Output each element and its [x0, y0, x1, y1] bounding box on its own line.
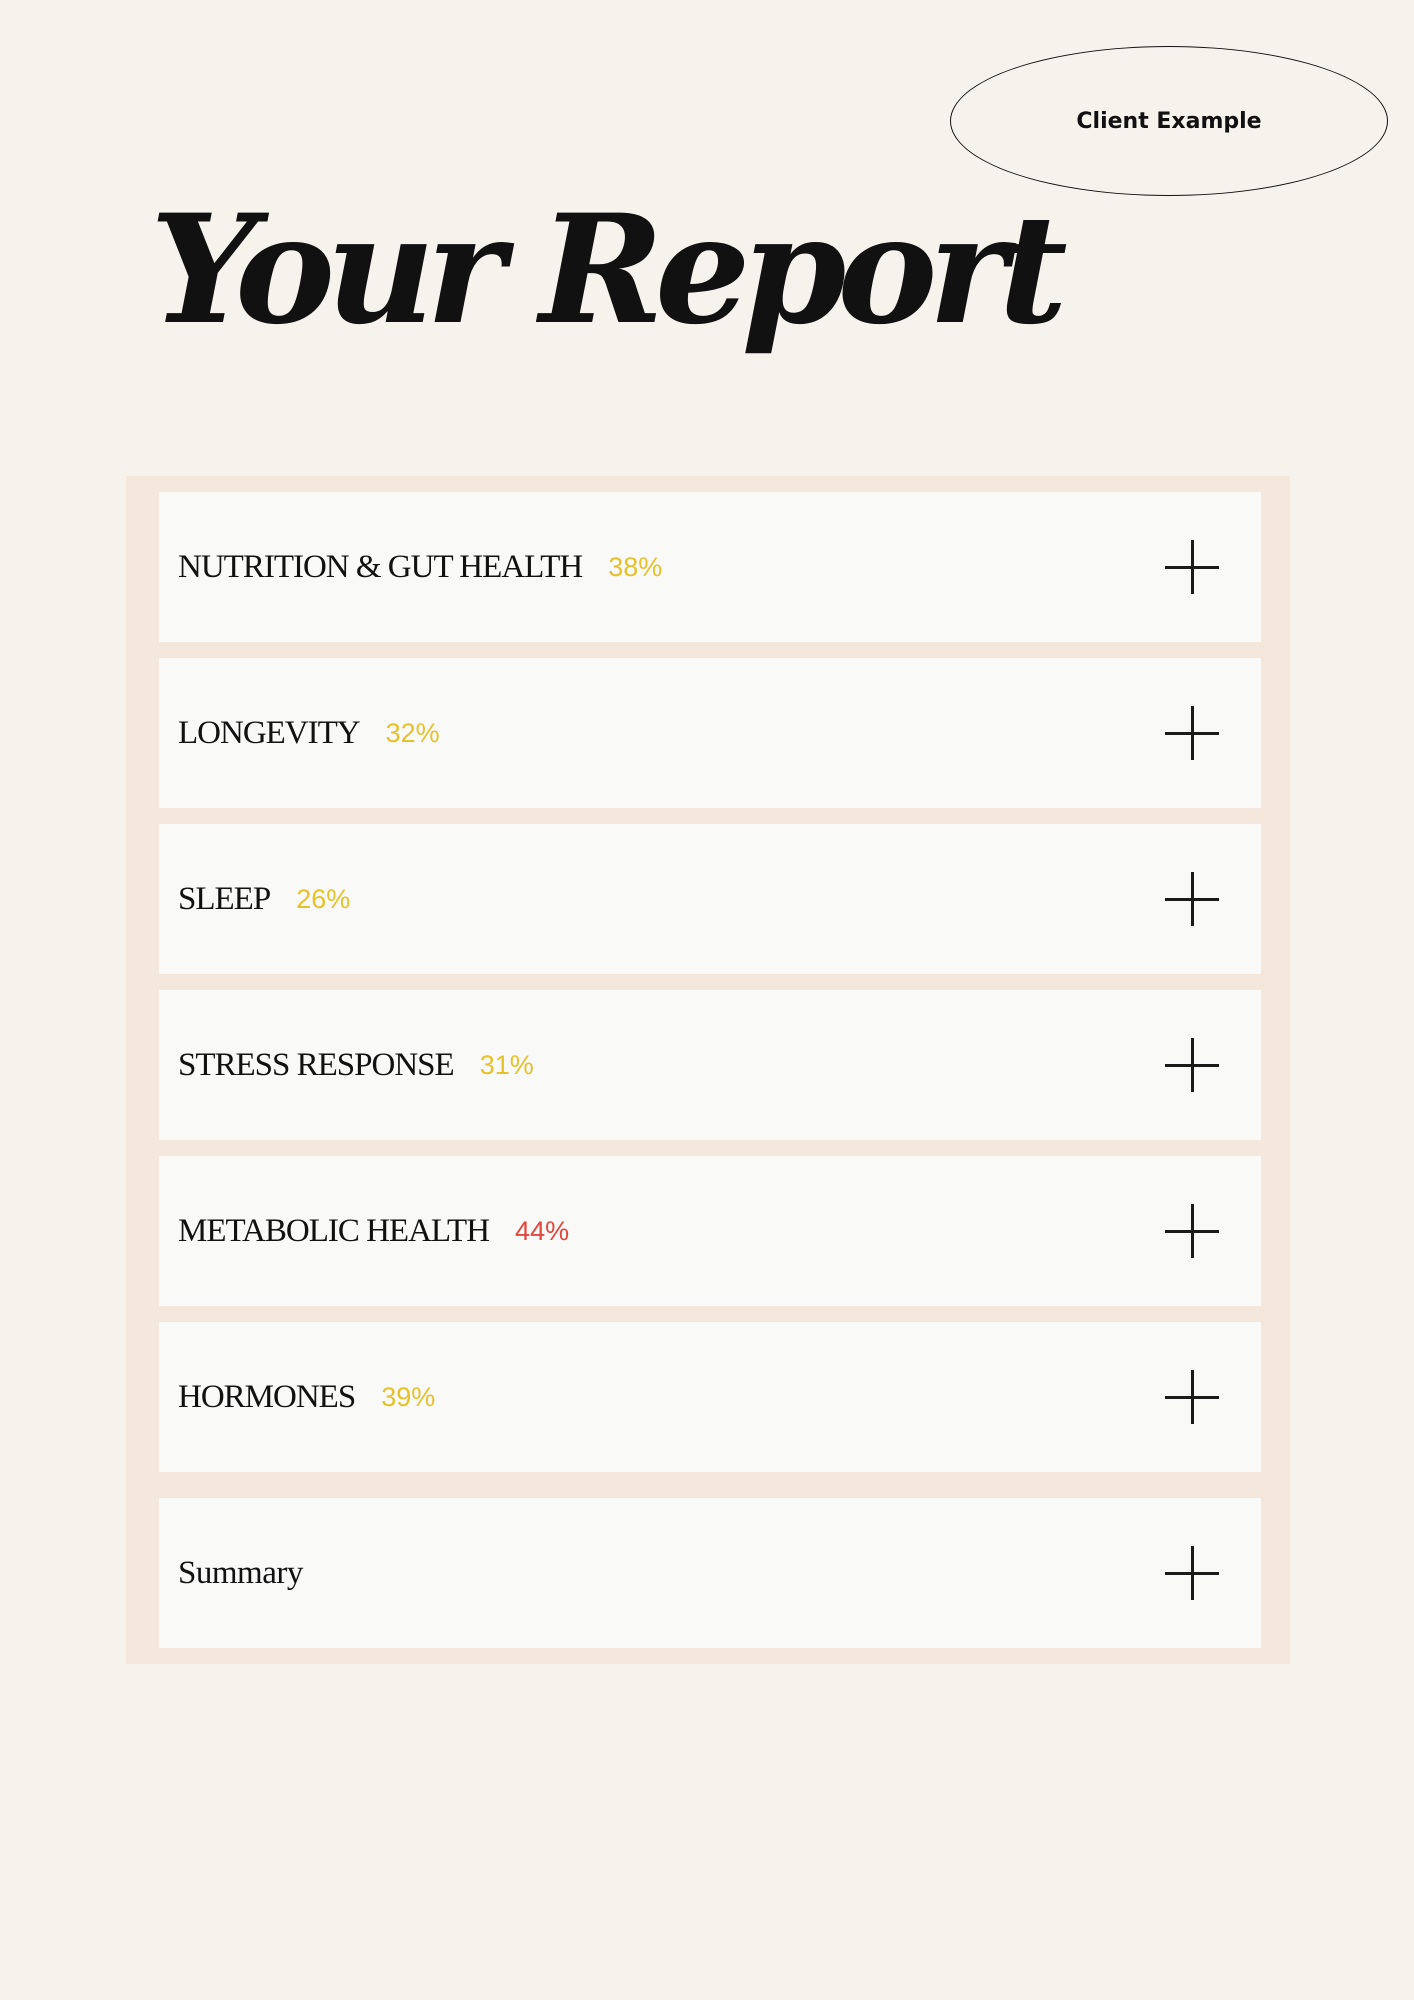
plus-icon[interactable] [1165, 706, 1219, 760]
plus-icon[interactable] [1165, 1038, 1219, 1092]
plus-icon[interactable] [1165, 1546, 1219, 1600]
page-title: Your Report [150, 182, 1059, 358]
section-label: HORMONES [178, 1378, 356, 1415]
section-hormones[interactable] [159, 1322, 1261, 1472]
plus-icon[interactable] [1165, 1204, 1219, 1258]
section-score: 38% [608, 551, 663, 582]
section-nutrition-gut-health[interactable] [159, 492, 1261, 642]
section-label: Summary [178, 1554, 303, 1591]
section-label: SLEEP [178, 880, 271, 917]
section-label: STRESS RESPONSE [178, 1046, 454, 1083]
client-label: Client Example [1076, 108, 1262, 134]
section-summary[interactable] [159, 1498, 1261, 1648]
section-label: LONGEVITY [178, 714, 360, 751]
section-score: 26% [296, 883, 351, 914]
section-score: 39% [381, 1381, 436, 1412]
section-score: 32% [385, 717, 440, 748]
plus-icon[interactable] [1165, 1370, 1219, 1424]
section-stress-response[interactable] [159, 990, 1261, 1140]
section-score: 31% [479, 1049, 534, 1080]
section-score: 44% [515, 1215, 570, 1246]
section-sleep[interactable] [159, 824, 1261, 974]
section-longevity[interactable] [159, 658, 1261, 808]
section-metabolic-health[interactable] [159, 1156, 1261, 1306]
client-badge [950, 46, 1388, 196]
plus-icon[interactable] [1165, 540, 1219, 594]
report-sections [126, 476, 1290, 1664]
section-label: METABOLIC HEALTH [178, 1212, 490, 1249]
section-label: NUTRITION & GUT HEALTH [178, 548, 583, 585]
plus-icon[interactable] [1165, 872, 1219, 926]
